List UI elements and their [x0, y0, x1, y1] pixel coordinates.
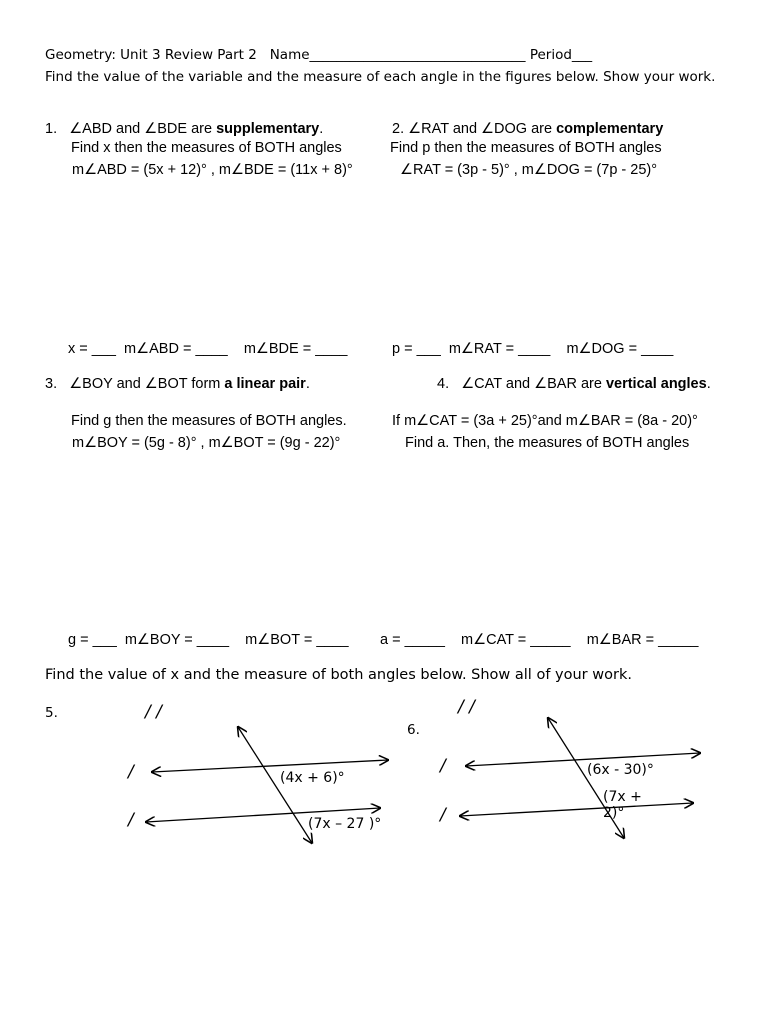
parallel-line-2	[460, 803, 693, 816]
problem-3-task: Find g then the measures of BOTH angles.	[71, 413, 347, 429]
line-mark-1: /	[440, 756, 446, 776]
worksheet-title: Geometry: Unit 3 Review Part 2	[45, 47, 257, 63]
problem-5-diagram	[110, 695, 410, 855]
line-mark-2: /	[440, 805, 446, 825]
angle-label-top: (6x - 30)°	[587, 762, 654, 778]
section-2-instructions: Find the value of x and the measure of both angles below. Show all of your work.	[45, 667, 632, 683]
problem-6-diagram	[420, 690, 740, 850]
problem-3-answer-line[interactable]: g = ___ m∠BOY = ____ m∠BOT = ____	[68, 632, 349, 648]
angle-label-bottom: (7x – 27 )°	[308, 816, 382, 832]
problem-2-number: 2.	[392, 121, 405, 137]
problem-4-answer-line[interactable]: a = _____ m∠CAT = _____ m∠BAR = _____	[380, 632, 699, 648]
angle-label-bottom-line-1: (7x +	[603, 789, 642, 805]
problem-4-given: If m∠CAT = (3a + 25)°and m∠BAR = (8a - 20)°	[392, 413, 698, 429]
parallel-mark-top: / /	[145, 702, 162, 722]
problem-1-task: Find x then the measures of BOTH angles	[71, 140, 342, 156]
problem-1-answer-line[interactable]: x = ___ m∠ABD = ____ m∠BDE = ____	[68, 341, 348, 357]
problem-5-number: 5.	[45, 705, 58, 721]
instructions: Find the value of the variable and the measure of each angle in the figures below. Show your work.	[45, 69, 716, 85]
problem-1-statement: 1. ∠ABD and ∠BDE are supplementary.	[45, 121, 324, 137]
angle-label-bottom-line-2: 2)°	[603, 805, 625, 821]
problem-2-given: ∠RAT = (3p - 5)° , m∠DOG = (7p - 25)°	[400, 162, 658, 178]
name-field[interactable]: Name________________________________	[269, 47, 526, 63]
line-mark-1: /	[128, 762, 134, 782]
problem-2-task: Find p then the measures of BOTH angles	[390, 140, 662, 156]
problem-3-statement: 3. ∠BOY and ∠BOT form a linear pair.	[45, 376, 310, 392]
problem-6-number: 6.	[407, 722, 420, 738]
problem-2-answer-line[interactable]: p = ___ m∠RAT = ____ m∠DOG = ____	[392, 341, 674, 357]
problem-3-number: 3.	[45, 376, 58, 392]
period-field[interactable]: Period___	[529, 47, 593, 63]
problem-2-statement: 2. ∠RAT and ∠DOG are complementary	[392, 121, 664, 137]
problem-1-number: 1.	[45, 121, 58, 137]
problem-4-number: 4.	[437, 376, 450, 392]
parallel-mark-top: / /	[458, 697, 475, 717]
parallel-line-1	[152, 760, 388, 772]
problem-1-given: m∠ABD = (5x + 12)° , m∠BDE = (11x + 8)°	[72, 162, 353, 178]
problem-3-given: m∠BOY = (5g - 8)° , m∠BOT = (9g - 22)°	[72, 435, 341, 451]
line-mark-2: /	[128, 810, 134, 830]
angle-label-top: (4x + 6)°	[280, 770, 345, 786]
problem-4-task: Find a. Then, the measures of BOTH angles	[405, 435, 690, 451]
page-title	[45, 47, 592, 63]
parallel-line-1	[466, 753, 700, 766]
problem-4-statement: 4. ∠CAT and ∠BAR are vertical angles.	[437, 376, 711, 392]
